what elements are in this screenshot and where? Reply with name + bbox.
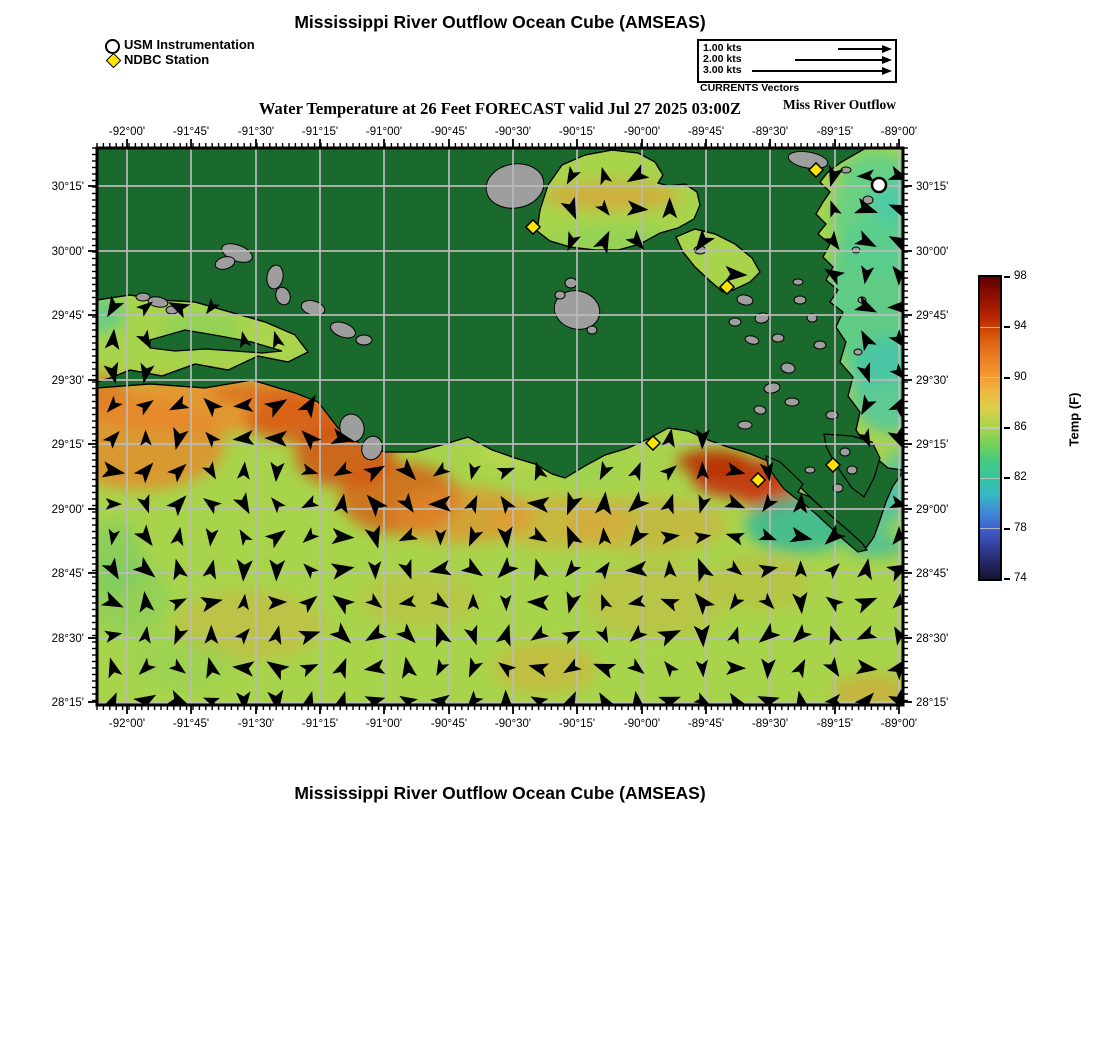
colorbar [978,270,1027,584]
colorbar-tick [1004,276,1010,278]
lat-tick-label: 28°15' [916,697,949,709]
colorbar-gridline [980,427,1000,429]
colorbar-tick-label: 98 [1014,270,1027,282]
colorbar-tick-label: 90 [1014,370,1027,383]
island [772,334,784,342]
lon-tick-label: -89°00' [880,718,918,730]
scale-2kt-arrow-line [795,59,883,61]
colorbar-tick [1004,528,1010,530]
currents-scale-box [697,39,897,83]
island [738,421,752,429]
colorbar-tick-label: 74 [1014,572,1027,584]
colorbar-tick [1004,427,1010,429]
lon-tick-label: -91°15' [301,718,339,730]
scale-3kt-label: 3.00 kts [703,64,742,76]
colorbar-tick [1004,377,1010,379]
lat-tick-label: 29°15' [51,439,84,451]
lon-tick-label: -90°45' [430,126,468,138]
colorbar-gridline [980,327,1000,329]
lat-tick-label: 28°15' [51,697,84,709]
map-plot [0,120,960,735]
lon-tick-label: -92°00' [108,718,146,730]
scale-2kt-label: 2.00 kts [703,53,742,65]
island [785,398,799,406]
lon-tick-label: -89°30' [751,126,789,138]
lat-tick-label: 28°45' [916,568,949,580]
lat-tick-label: 29°30' [51,375,84,387]
island [794,296,806,304]
lon-tick-label: -89°15' [816,126,854,138]
lon-tick-label: -91°15' [301,126,339,138]
lon-tick-label: -90°15' [558,718,596,730]
lon-tick-label: -89°15' [816,718,854,730]
lon-tick-label: -90°45' [430,718,468,730]
lat-tick-label: 28°30' [51,633,84,645]
lat-tick-label: 29°30' [916,375,949,387]
lon-tick-label: -90°00' [623,126,661,138]
scale-3kt-arrow-line [752,70,883,72]
region-label: Miss River Outflow [783,97,896,112]
page-title: Mississippi River Outflow Ocean Cube (AMSEAS) [294,12,706,32]
lat-tick-label: 29°45' [51,310,84,322]
usm-legend-label: USM Instrumentation [124,37,255,52]
lon-tick-label: -91°30' [237,718,275,730]
lon-tick-label: -91°45' [172,126,210,138]
lat-tick-label: 29°00' [51,504,84,516]
island [852,247,860,253]
island [587,326,597,334]
lon-tick-label: -91°30' [237,126,275,138]
island [805,467,815,473]
lat-tick-label: 28°45' [51,568,84,580]
lon-tick-label: -89°30' [751,718,789,730]
island [814,341,826,349]
lat-tick-label: 29°00' [916,504,949,516]
scale-2kt-arrowhead-icon [882,56,892,64]
colorbar-tick [1004,578,1010,580]
scale-1kt-arrow-line [838,48,883,50]
lat-tick-label: 30°00' [51,246,84,258]
lon-tick-label: -89°00' [880,126,918,138]
lat-tick-label: 30°00' [916,246,949,258]
colorbar-tick-label: 82 [1014,471,1027,484]
island [840,448,850,456]
island [555,291,565,299]
lat-tick-label: 29°15' [916,439,949,451]
lon-tick-label: -92°00' [108,126,146,138]
footer-title: Mississippi River Outflow Ocean Cube (AMSEAS) [294,783,706,803]
scale-1kt-label: 1.00 kts [703,42,742,54]
lon-tick-label: -90°30' [494,718,532,730]
lat-tick-label: 30°15' [51,181,84,193]
ndbc-diamond-icon [106,53,122,69]
scale-3kt-arrowhead-icon [882,67,892,75]
colorbar-tick [1004,477,1010,479]
currents-caption: CURRENTS Vectors [700,82,800,94]
island [854,349,862,355]
island [136,293,150,301]
lat-tick-label: 30°15' [916,181,949,193]
colorbar-tick-label: 78 [1014,521,1027,534]
lon-tick-label: -90°00' [623,718,661,730]
lon-tick-label: -89°45' [687,718,725,730]
lon-tick-label: -91°00' [365,718,403,730]
island [729,318,741,326]
island [565,278,577,288]
lat-tick-label: 29°45' [916,310,949,322]
ndbc-legend-label: NDBC Station [124,52,210,67]
lon-tick-label: -90°30' [494,126,532,138]
forecast-subtitle: Water Temperature at 26 Feet FORECAST valid Jul 27 2025 03:00Z [258,99,742,118]
island [793,279,803,285]
lat-tick-label: 28°30' [916,633,949,645]
island [847,466,857,474]
island [356,335,372,345]
colorbar-tick-label: 94 [1014,320,1027,333]
island [826,411,838,419]
colorbar-tick [1004,326,1010,328]
colorbar-tick-label: 86 [1014,421,1027,433]
lon-tick-label: -90°15' [558,126,596,138]
colorbar-gridline [980,478,1000,480]
scale-1kt-arrowhead-icon [882,45,892,53]
colorbar-gridline [980,377,1000,379]
colorbar-title: Temp (F) [1066,392,1082,447]
usm-station-marker [872,178,886,192]
lon-tick-label: -91°00' [365,126,403,138]
colorbar-gridline [980,528,1000,530]
lon-tick-label: -89°45' [687,126,725,138]
lon-tick-label: -91°45' [172,718,210,730]
